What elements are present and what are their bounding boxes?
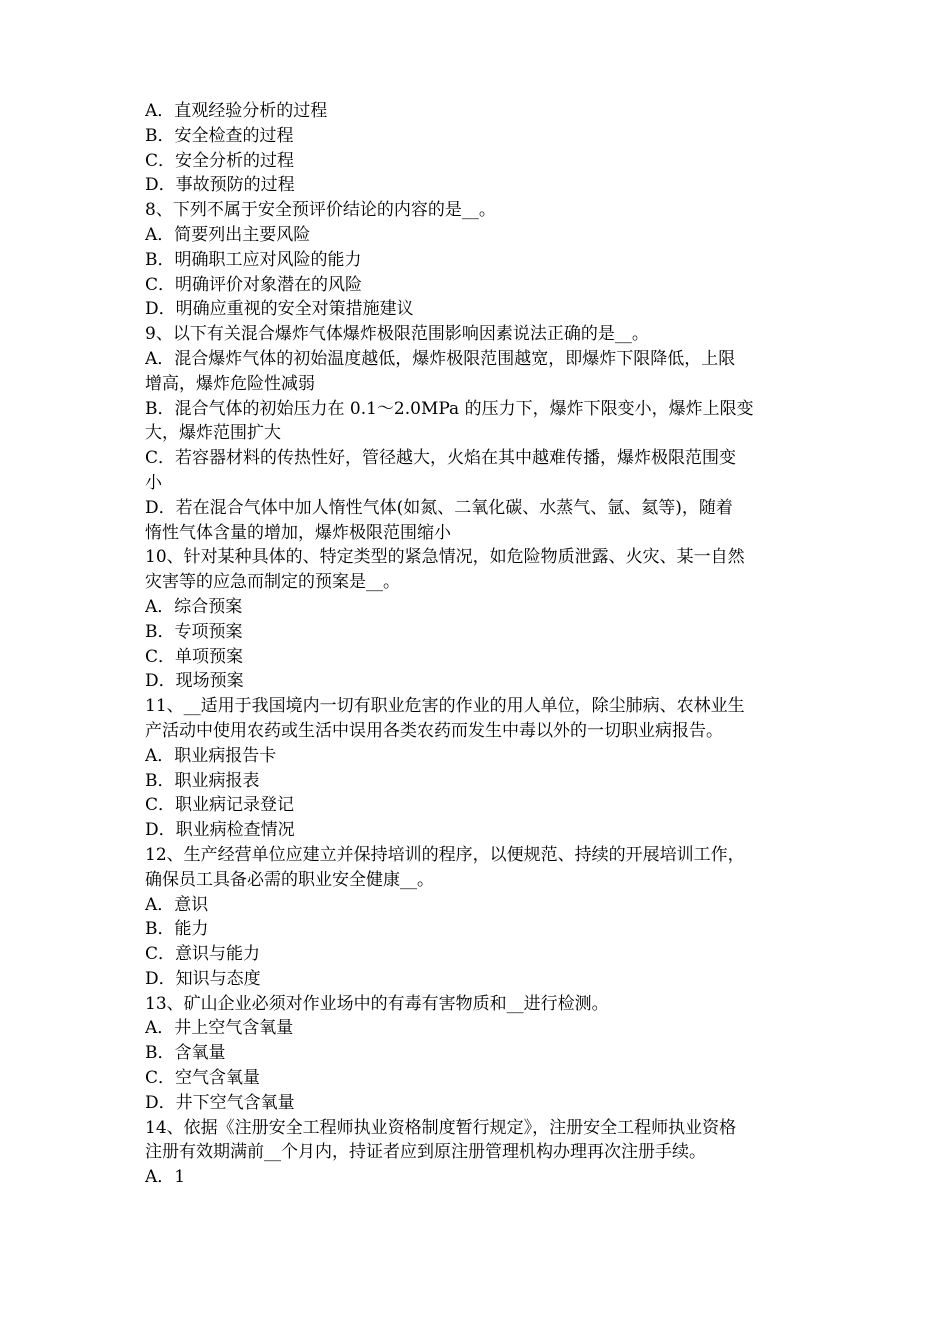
question-11: 11、__适用于我国境内一切有职业危害的作业的用人单位，除尘肺病、农林业生	[145, 696, 745, 717]
text-line-option: B．混合气体的初始压力在 0.1～2.0MPa 的压力下，爆炸下限变小，爆炸上限变	[145, 398, 754, 419]
text-line-option: B．职业病报表	[145, 770, 260, 791]
question-14: 14、依据《注册安全工程师执业资格制度暂行规定》，注册安全工程师执业资格	[145, 1117, 737, 1138]
text-line-option: D．若在混合气体中加人惰性气体(如氮、二氧化碳、水蒸气、氩、氦等)，随着	[145, 497, 733, 518]
text-line-option: A．简要列出主要风险	[145, 224, 311, 245]
text-line-continuation: 注册有效期满前__个月内，持证者应到原注册管理机构办理再次注册手续。	[145, 1142, 706, 1163]
question-8: 8、下列不属于安全预评价结论的内容的是__。	[145, 200, 496, 221]
text-line-option: D．明确应重视的安全对策措施建议	[145, 299, 414, 320]
text-line-option: C．明确评价对象潜在的风险	[145, 274, 363, 295]
text-line-continuation: 产活动中使用农药或生活中误用各类农药而发生中毒以外的一切职业病报告。	[145, 720, 723, 741]
text-line-option: C．若容器材料的传热性好，管径越大，火焰在其中越难传播，爆炸极限范围变	[145, 448, 737, 469]
text-line-option: A．意识	[145, 894, 209, 915]
text-line-continuation: 小	[145, 472, 162, 493]
question-9: 9、以下有关混合爆炸气体爆炸极限范围影响因素说法正确的是__。	[145, 324, 649, 345]
text-line-option: B．专项预案	[145, 621, 243, 642]
question-13: 13、矿山企业必须对作业场中的有毒有害物质和__进行检测。	[145, 993, 609, 1014]
text-line-option: A．井上空气含氧量	[145, 1018, 294, 1039]
text-line-option: C．空气含氧量	[145, 1068, 261, 1089]
text-line-option: C．职业病记录登记	[145, 795, 295, 816]
document-body	[145, 99, 825, 1190]
text-line-continuation: 大，爆炸范围扩大	[145, 423, 281, 444]
text-line-option: D．知识与态度	[145, 968, 261, 989]
text-line-option: A．直观经验分析的过程	[145, 101, 328, 121]
question-12: 12、生产经营单位应建立并保持培训的程序，以便规范、持续的开展培训工作，	[145, 844, 745, 865]
text-line-option: B．安全检查的过程	[145, 125, 294, 146]
text-line-option: D．职业病检查情况	[145, 820, 295, 841]
text-line-option: A．综合预案	[145, 596, 243, 617]
text-line-continuation: 灾害等的应急而制定的预案是__。	[145, 572, 400, 593]
text-line-option: D．井下空气含氧量	[145, 1092, 295, 1113]
text-line-option: B．能力	[145, 919, 209, 940]
text-line-option: A．职业病报告卡	[145, 745, 277, 766]
text-line-option: C．安全分析的过程	[145, 150, 295, 171]
text-line-option: B．含氧量	[145, 1043, 226, 1064]
text-line-option: D．现场预案	[145, 671, 244, 692]
text-line-option: A．混合爆炸气体的初始温度越低，爆炸极限范围越宽，即爆炸下限降低，上限	[145, 348, 736, 369]
question-10: 10、针对某种具体的、特定类型的紧急情况，如危险物质泄露、火灾、某一自然	[145, 547, 745, 568]
text-line-continuation: 确保员工具备必需的职业安全健康__。	[145, 869, 434, 890]
text-line-option: C．意识与能力	[145, 944, 261, 965]
text-line-option: B．明确职工应对风险的能力	[145, 249, 362, 270]
text-line-option: A．1	[145, 1167, 186, 1188]
text-line-continuation: 惰性气体含量的增加，爆炸极限范围缩小	[145, 522, 451, 543]
text-line-option: D．事故预防的过程	[145, 175, 295, 196]
text-line-continuation: 增高，爆炸危险性减弱	[145, 373, 315, 394]
text-line-option: C．单项预案	[145, 646, 244, 667]
